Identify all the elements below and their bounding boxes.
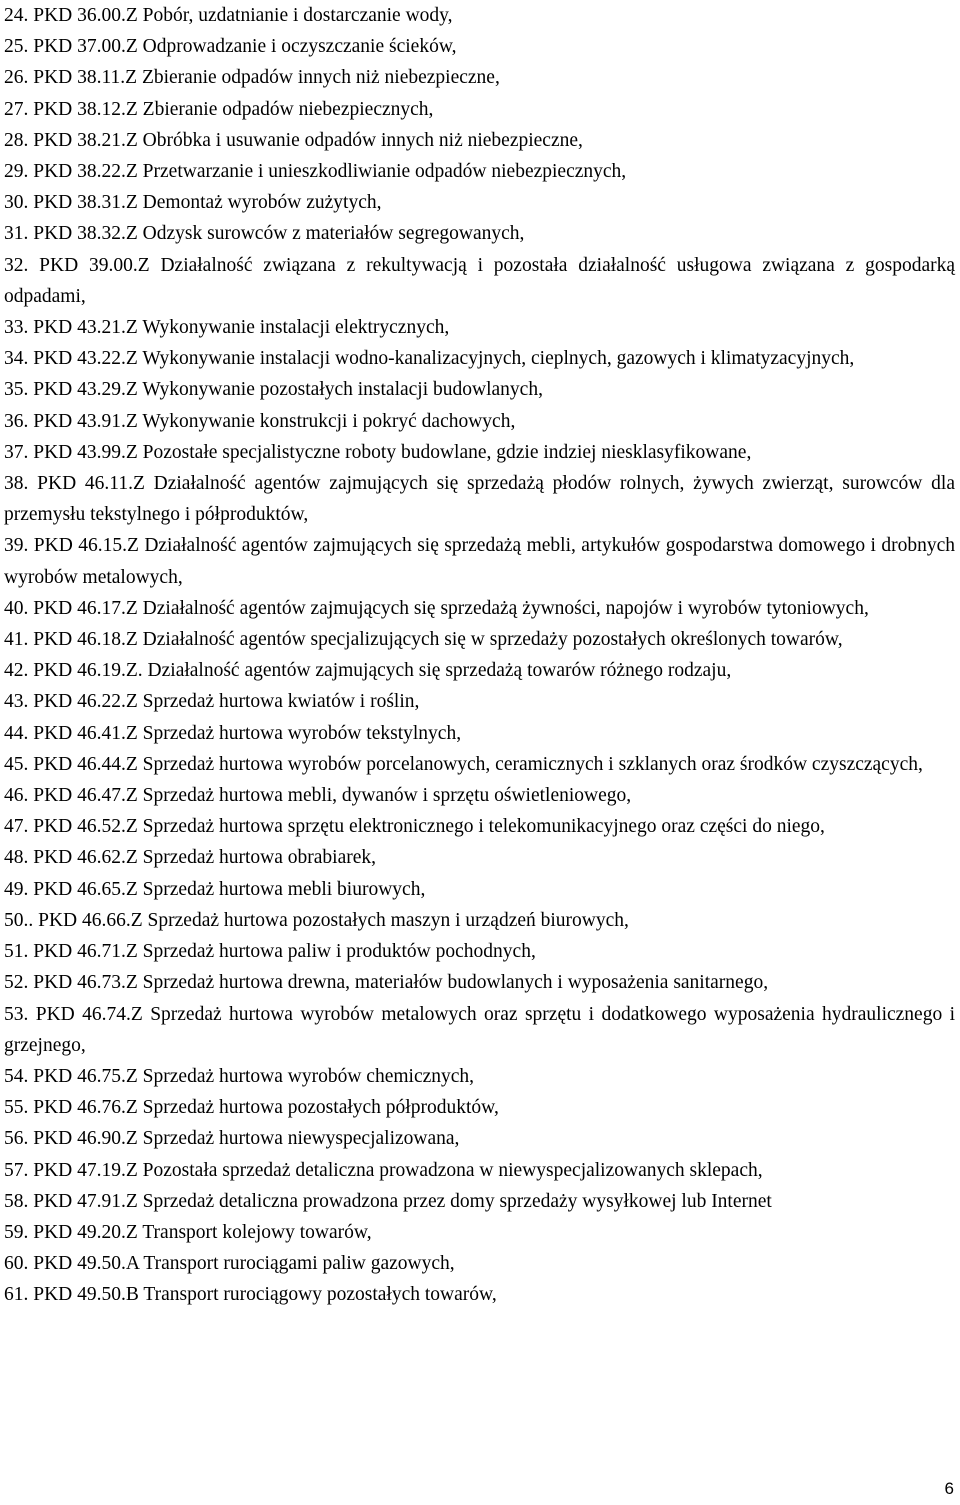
list-item: 49. PKD 46.65.Z Sprzedaż hurtowa mebli biurowych,: [4, 878, 426, 900]
list-item: 27. PKD 38.12.Z Zbieranie odpadów niebezpiecznych,: [4, 98, 434, 120]
list-item: 44. PKD 46.41.Z Sprzedaż hurtowa wyrobów tekstylnych,: [4, 722, 462, 744]
list-item: 60. PKD 49.50.A Transport rurociągami paliw gazowych,: [4, 1253, 455, 1275]
list-item: 59. PKD 49.20.Z Transport kolejowy towarów,: [4, 1221, 372, 1243]
list-item: 34. PKD 43.22.Z Wykonywanie instalacji wodno-kanalizacyjnych, cieplnych, gazowych i klimatyzacyjnych,: [4, 348, 855, 370]
list-item: 61. PKD 49.50.B Transport rurociągowy pozostałych towarów,: [4, 1284, 497, 1306]
list-item: 33. PKD 43.21.Z Wykonywanie instalacji elektrycznych,: [4, 317, 450, 339]
list-item: 30. PKD 38.31.Z Demontaż wyrobów zużytych,: [4, 192, 382, 214]
list-item: 38. PKD 46.11.Z Działalność agentów zajmujących się sprzedażą płodów rolnych, żywych zwierząt, surowców dla przemysłu tekstylnego i półproduktów,: [4, 473, 955, 526]
list-item: 56. PKD 46.90.Z Sprzedaż hurtowa niewyspecjalizowana,: [4, 1128, 460, 1150]
list-item: 24. PKD 36.00.Z Pobór, uzdatnianie i dostarczanie wody,: [4, 5, 453, 26]
list-item: 42. PKD 46.19.Z. Działalność agentów zajmujących się sprzedażą towarów różnego rodzaju,: [4, 660, 732, 682]
list-item: 46. PKD 46.47.Z Sprzedaż hurtowa mebli, dywanów i sprzętu oświetleniowego,: [4, 785, 632, 807]
list-item: 29. PKD 38.22.Z Przetwarzanie i unieszkodliwianie odpadów niebezpiecznych,: [4, 161, 627, 183]
list-item: 51. PKD 46.71.Z Sprzedaż hurtowa paliw i produktów pochodnych,: [4, 941, 536, 963]
list-item: 41. PKD 46.18.Z Działalność agentów specjalizujących się w sprzedaży pozostałych określonych towarów,: [4, 629, 843, 651]
list-item: 35. PKD 43.29.Z Wykonywanie pozostałych instalacji budowlanych,: [4, 379, 543, 401]
list-item: 32. PKD 39.00.Z Działalność związana z rekultywacją i pozostała działalność usługowa związana z gospodarką odpadami,: [4, 254, 955, 307]
list-item: 50.. PKD 46.66.Z Sprzedaż hurtowa pozostałych maszyn i urządzeń biurowych,: [4, 909, 629, 931]
page-number: 6: [944, 1479, 954, 1498]
list-item: 36. PKD 43.91.Z Wykonywanie konstrukcji i pokryć dachowych,: [4, 410, 516, 432]
list-item: 54. PKD 46.75.Z Sprzedaż hurtowa wyrobów chemicznych,: [4, 1065, 475, 1087]
list-item: 39. PKD 46.15.Z Działalność agentów zajmujących się sprzedażą mebli, artykułów gospodarstwa domowego i drobnych wyrobów metalowych,: [4, 535, 955, 588]
list-item: 47. PKD 46.52.Z Sprzedaż hurtowa sprzętu elektronicznego i telekomunikacyjnego oraz części do niego,: [4, 816, 825, 838]
list-item: 43. PKD 46.22.Z Sprzedaż hurtowa kwiatów i roślin,: [4, 691, 420, 713]
list-item: 52. PKD 46.73.Z Sprzedaż hurtowa drewna, materiałów budowlanych i wyposażenia sanitarnego,: [4, 972, 769, 994]
pkd-code-list: [4, 0, 955, 1311]
list-item: 26. PKD 38.11.Z Zbieranie odpadów innych niż niebezpieczne,: [4, 67, 500, 89]
list-item: 25. PKD 37.00.Z Odprowadzanie i oczyszczanie ścieków,: [4, 36, 457, 58]
list-item: 53. PKD 46.74.Z Sprzedaż hurtowa wyrobów metalowych oraz sprzętu i dodatkowego wyposażenia hydraulicznego i grzejnego,: [4, 1003, 955, 1056]
list-item: 37. PKD 43.99.Z Pozostałe specjalistyczne roboty budowlane, gdzie indziej niesklasyfikowane,: [4, 441, 752, 463]
list-item: 57. PKD 47.19.Z Pozostała sprzedaż detaliczna prowadzona w niewyspecjalizowanych sklepach,: [4, 1159, 763, 1181]
list-item: 48. PKD 46.62.Z Sprzedaż hurtowa obrabiarek,: [4, 847, 377, 869]
list-item: 45. PKD 46.44.Z Sprzedaż hurtowa wyrobów porcelanowych, ceramicznych i szklanych oraz środków czyszczących,: [4, 753, 923, 775]
list-item: 55. PKD 46.76.Z Sprzedaż hurtowa pozostałych półproduktów,: [4, 1097, 499, 1119]
list-item: 40. PKD 46.17.Z Działalność agentów zajmujących się sprzedażą żywności, napojów i wyrobów tytoniowych,: [4, 597, 869, 619]
list-item: 58. PKD 47.91.Z Sprzedaż detaliczna prowadzona przez domy sprzedaży wysyłkowej lub Internet: [4, 1190, 772, 1212]
list-item: 31. PKD 38.32.Z Odzysk surowców z materiałów segregowanych,: [4, 223, 525, 245]
list-item: 28. PKD 38.21.Z Obróbka i usuwanie odpadów innych niż niebezpieczne,: [4, 129, 583, 151]
